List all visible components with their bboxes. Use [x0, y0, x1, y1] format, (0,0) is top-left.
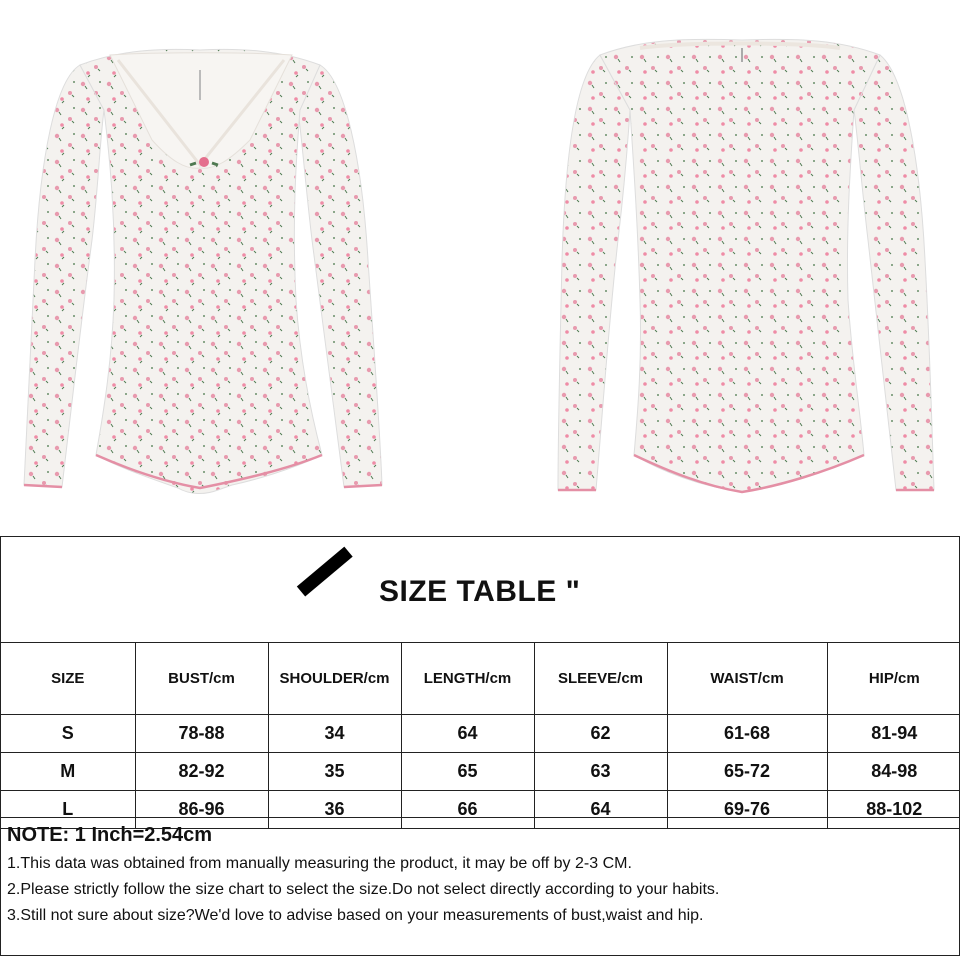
- column-header: SHOULDER/cm: [268, 642, 401, 715]
- table-cell: 62: [534, 715, 667, 753]
- table-cell: 61-68: [667, 715, 827, 753]
- column-header: WAIST/cm: [667, 642, 827, 715]
- table-cell: 69-76: [667, 791, 827, 829]
- table-cell: 78-88: [135, 715, 268, 753]
- column-header: BUST/cm: [135, 642, 268, 715]
- note-line: 3.Still not sure about size?We'd love to advise based on your measurements of bust,waist and hip.: [7, 907, 704, 924]
- romper-back-illustration: [480, 0, 960, 520]
- column-header: HIP/cm: [827, 642, 960, 715]
- table-cell: 66: [401, 791, 534, 829]
- table-cell: 65-72: [667, 753, 827, 791]
- table-cell: L: [1, 791, 135, 829]
- table-cell: 34: [268, 715, 401, 753]
- romper-front-illustration: [0, 0, 480, 520]
- size-table: [1, 642, 960, 829]
- size-table-title: SIZE TABLE ": [379, 575, 581, 608]
- table-row: [1, 715, 960, 753]
- note-line: 2.Please strictly follow the size chart to select the size.Do not select directly according to your habits.: [7, 881, 720, 898]
- table-cell: S: [1, 715, 135, 753]
- column-header: SLEEVE/cm: [534, 642, 667, 715]
- table-cell: 82-92: [135, 753, 268, 791]
- table-row: [1, 753, 960, 791]
- table-cell: 64: [401, 715, 534, 753]
- table-cell: M: [1, 753, 135, 791]
- table-cell: 64: [534, 791, 667, 829]
- table-cell: 65: [401, 753, 534, 791]
- table-cell: 35: [268, 753, 401, 791]
- size-table-header: [1, 537, 959, 643]
- table-cell: 36: [268, 791, 401, 829]
- table-header-row: [1, 642, 960, 715]
- product-photo-back: [480, 0, 960, 520]
- note-title: NOTE: 1 Inch=2.54cm: [7, 824, 213, 846]
- table-cell: 88-102: [827, 791, 960, 829]
- table-cell: 86-96: [135, 791, 268, 829]
- table-cell: 63: [534, 753, 667, 791]
- size-chart: [0, 536, 960, 956]
- table-cell: 81-94: [827, 715, 960, 753]
- note-line: 1.This data was obtained from manually measuring the product, it may be off by 2-3 CM.: [7, 855, 632, 872]
- column-header: LENGTH/cm: [401, 642, 534, 715]
- slash-decoration-icon: [297, 547, 353, 597]
- product-photo-front: [0, 0, 480, 520]
- size-notes: [1, 817, 959, 958]
- table-cell: 84-98: [827, 753, 960, 791]
- column-header: SIZE: [1, 642, 135, 715]
